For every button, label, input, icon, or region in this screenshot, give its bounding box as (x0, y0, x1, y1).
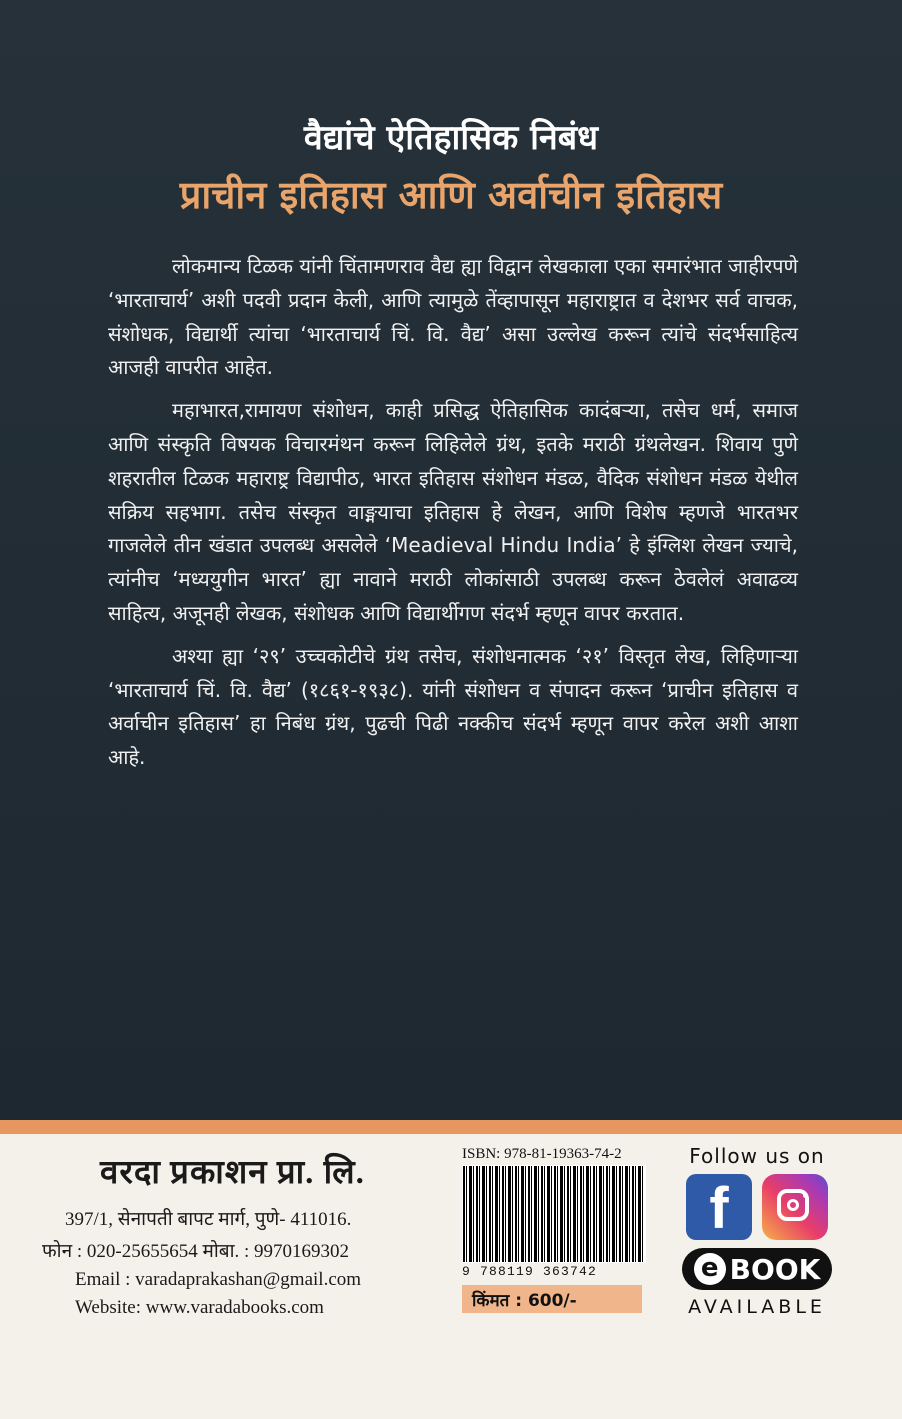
follow-us-label: Follow us on (689, 1144, 825, 1168)
ebook-badge (682, 1248, 832, 1290)
facebook-icon: f (686, 1174, 752, 1240)
divider-stripe (0, 1120, 902, 1134)
publisher-website: Website: www.varadabooks.com (75, 1297, 324, 1318)
barcode-image (462, 1165, 646, 1263)
ebook-label: BOOK (729, 1252, 821, 1286)
instagram-icon (762, 1174, 828, 1240)
ebook-e-icon: e (694, 1253, 726, 1285)
social-block (672, 1144, 842, 1324)
publisher-email: Email : varadaprakashan@gmail.com (75, 1269, 362, 1290)
publisher-phone: फोन : 020-25655654 मोबा. : 9970169302 (42, 1241, 350, 1262)
publisher-address: 397/1, सेनापती बापट मार्ग, पुणे- 411016. (65, 1209, 352, 1230)
isbn-block (458, 1146, 648, 1311)
blurb-paragraph-1: लोकमान्य टिळक यांनी चिंतामणराव वैद्य ह्या विद्वान लेखकाला एका समारंभात जाहीरपणे ‘भारताचार्य’ अशी पदवी प्रदान केली, आणि त्यामुळे तेंव्हापासून महाराष्ट्रात व देशभर सर्व वाचक, संशोधक, विद्यार्थी त्यांचा ‘भारताचार्य चिं. वि. वैद्य’ असा उल्लेख करून त्यांचे संदर्भसाहित्य आजही वापरीत आहेत. (108, 254, 798, 380)
blurb (108, 250, 798, 784)
social-icons (672, 1174, 842, 1240)
isbn-label: ISBN: 978-81-19363-74-2 (462, 1146, 622, 1162)
book-series-title: वैद्यांचे ऐतिहासिक निबंध (303, 118, 599, 158)
available-label: AVAILABLE (688, 1296, 826, 1318)
book-title: प्राचीन इतिहास आणि अर्वाचीन इतिहास (179, 172, 723, 217)
barcode-digits: 9 788119 363742 (462, 1264, 598, 1279)
publisher-name: वरदा प्रकाशन प्रा. लि. (100, 1155, 365, 1191)
blurb-paragraph-2: महाभारत,रामायण संशोधन, काही प्रसिद्ध ऐतिहासिक कादंबऱ्या, तसेच धर्म, समाज आणि संस्कृति विषयक विचारमंथन करून लिहिलेले ग्रंथ, इतके मराठी ग्रंथलेखन. शिवाय पुणे शहरातील टिळक महाराष्ट्र विद्यापीठ, भारत इतिहास संशोधन मंडळ, वैदिक संशोधन मंडळ येथील सक्रिय सहभाग. तसेच संस्कृत वाङ्मयाचा इतिहास हे लेखन, आणि विशेष म्हणजे भारतभर गाजलेले तीन खंडात उपलब्ध असलेले ‘Meadieval Hindu India’ हे इंग्लिश लेखन ज्याचे, त्यांनीच ‘मध्ययुगीन भारत’ ह्या नावाने मराठी लोकांसाठी उपलब्ध करून ठेवलेलं अवाढव्य साहित्य, अजूनही लेखक, संशोधक आणि विद्यार्थीगण संदर्भ म्हणून वापर करतात. (108, 398, 798, 625)
price-tag: किंमत : 600/- (462, 1285, 642, 1313)
publisher-info (42, 1148, 470, 1325)
blurb-paragraph-3: अश्या ह्या ‘२९’ उच्चकोटीचे ग्रंथ तसेच, संशोधनात्मक ‘२१’ विस्तृत लेख, लिहिणाऱ्या ‘भारताचार्य चिं. वि. वैद्य’ (१८६१-१९३८). यांनी संशोधन व संपादन करून ‘प्राचीन इतिहास व अर्वाचीन इतिहास’ हा निबंध ग्रंथ, पुढची पिढी नक्कीच संदर्भ म्हणून वापर करेल अशी आशा आहे. (108, 643, 798, 770)
